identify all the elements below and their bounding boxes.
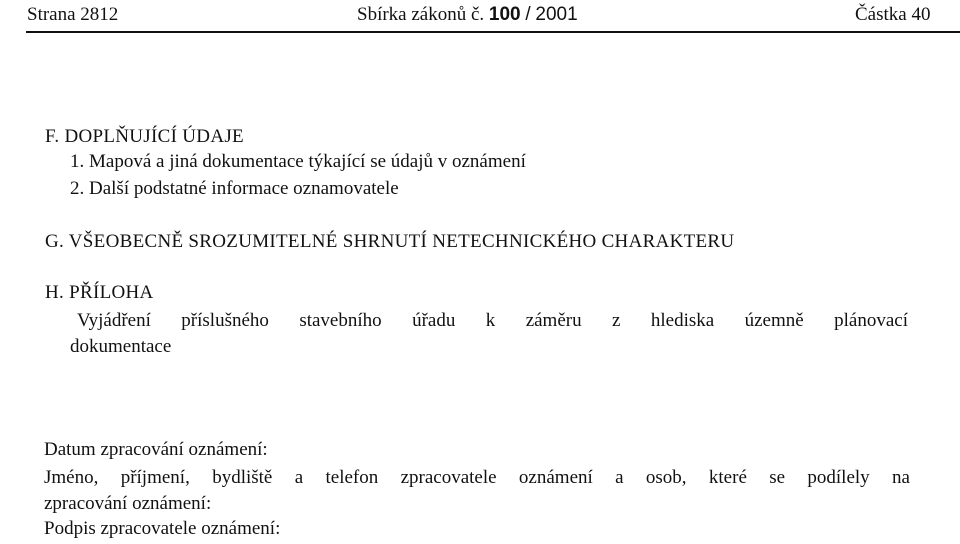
word: z (612, 310, 621, 331)
word: se (769, 467, 786, 488)
section-f-heading: F. DOPLŇUJÍCÍ ÚDAJE (45, 126, 244, 147)
word: zpracovatele (400, 467, 497, 488)
signature-label: Podpis zpracovatele oznámení: (44, 518, 281, 539)
word: a (615, 467, 624, 488)
section-h-text-line-1 (77, 311, 908, 330)
header-rule (26, 31, 960, 33)
page-header (0, 0, 960, 33)
author-line-2: zpracování oznámení: (44, 493, 212, 514)
word: stavebního (299, 310, 382, 331)
word: telefon (325, 467, 379, 488)
law-number: 100 (488, 4, 521, 25)
word: záměru (525, 310, 582, 331)
date-label: Datum zpracování oznámení: (44, 439, 268, 460)
word: které (708, 467, 747, 488)
section-g-heading: G. VŠEOBECNĚ SROZUMITELNÉ SHRNUTÍ NETECHNICKÉHO CHARAKTERU (45, 231, 735, 252)
word: a (294, 467, 304, 488)
word: hlediska (650, 310, 715, 331)
section-h-heading: H. PŘÍLOHA (45, 282, 154, 303)
law-year: 2001 (535, 4, 578, 25)
word: Vyjádření (77, 310, 151, 331)
word: podílely (807, 467, 870, 488)
word: příjmení, (120, 467, 190, 488)
section-f-item-1: 1. Mapová a jiná dokumentace týkající se údajů v oznámení (70, 151, 526, 172)
section-h-text-line-2: dokumentace (70, 336, 172, 357)
page-number: Strana 2812 (27, 4, 119, 25)
word: úřadu (412, 310, 456, 331)
part-number: Částka 40 (855, 4, 931, 25)
collection-reference (357, 4, 578, 26)
word: plánovací (834, 310, 908, 331)
word: územně (744, 310, 804, 331)
author-line-1 (44, 468, 910, 487)
word: oznámení (518, 467, 593, 488)
word: osob, (645, 467, 687, 488)
word: k (485, 310, 496, 331)
word: na (892, 467, 910, 488)
word: bydliště (212, 467, 273, 488)
collection-prefix: Sbírka zákonů č. (357, 4, 485, 25)
section-f-item-2: 2. Další podstatné informace oznamovatele (70, 178, 399, 199)
law-separator: / (525, 4, 531, 25)
word: Jméno, (44, 467, 99, 488)
word: příslušného (181, 310, 269, 331)
